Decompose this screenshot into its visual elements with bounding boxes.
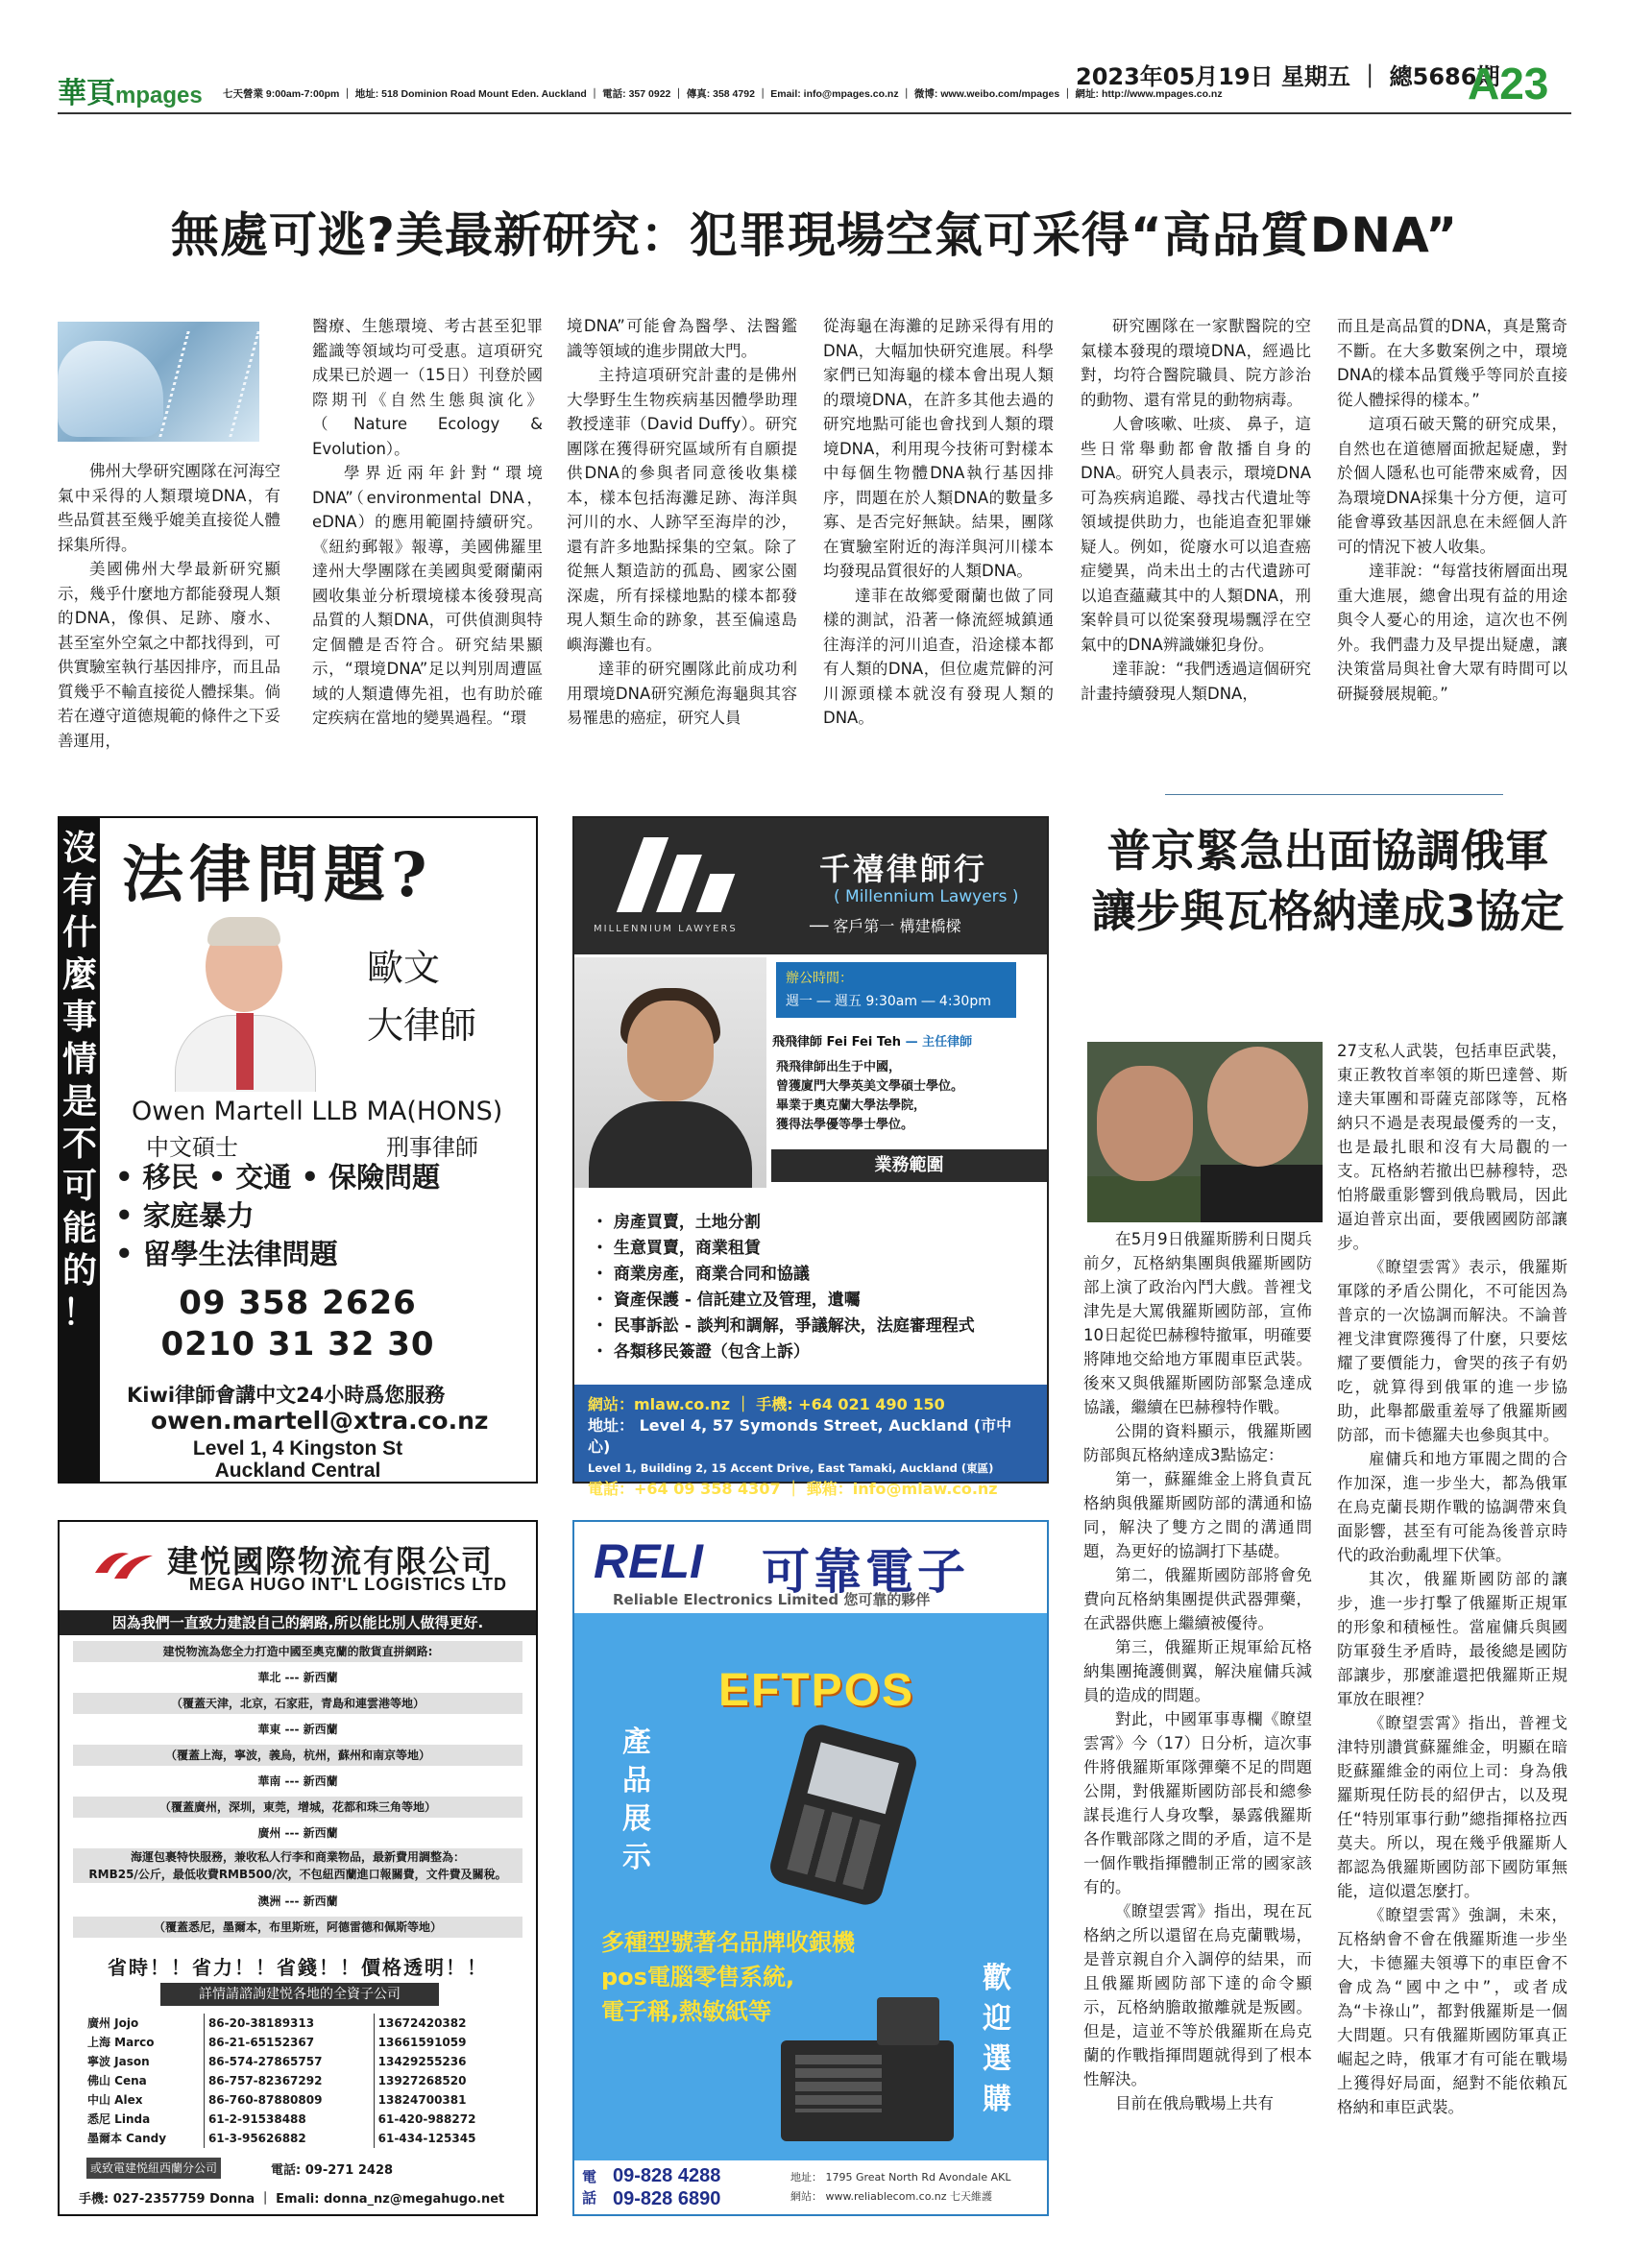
contact-table bbox=[84, 2014, 521, 2148]
website-line[interactable]: 網站：mlaw.co.nz ｜ 手機: +64 021 490 150 bbox=[588, 1395, 945, 1413]
article2-column-2: 27支私人武裝，包括車臣武裝，東正教牧首率領的斯巴達營、斯達夫軍團和哥薩克部隊等，瓦格納只不過是表現最優秀的一支，也是最扎眼和沒有大局觀的一支。瓦格納若撤出巴赫穆特，恐怕將嚴重影響到俄烏戰局，因此逼迫普京出面，要俄國國防部讓步。 《瞭望雲霄》表示，俄羅斯軍隊的矛盾公開化，不可能因為普京的一次協調而解決。不論普裡戈津實際獲得了什麼，只要炫耀了要價能力，會哭的孩子有奶吃，就算得到俄軍的進一步協助，此舉都嚴重羞辱了俄羅斯國防部，而卡德羅夫也參與其中。 雇傭兵和地方軍閥之間的合作加深，進一步坐大，都為俄軍在烏克蘭長期作戰的協調帶來負面影響，甚至有可能為後普京時代的政治動亂埋下伏筆。 其次，俄羅斯國防部的讓步，進一步打擊了俄羅斯正規軍的形象和積極性。當雇傭兵與國防軍發生矛盾時，最後總是國防部讓步，那麼誰還把俄羅斯正規軍放在眼裡？ 《瞭望雲霄》指出，普裡戈津特別讚賞蘇羅維金，明顯在暗貶蘇羅維金的兩位上司：身為俄羅斯現任防長的紹伊古，以及現任“特別軍事行動”總指揮格拉西莫夫。所以，現在幾乎俄羅斯人都認為俄羅斯國防部下國防軍無能，這似還怎麼打。 《瞭望雲霄》強調，未來，瓦格納會不會在俄羅斯進一步坐大，卡德羅夫領導下的車臣會不會成為“國中之中”，或者成為“卡祿山”，都對俄羅斯是一個大問題。只有俄羅斯國防軍真正崛起之時，俄軍才有可能在戰場上獲得好局面，絕對不能依賴瓦格納和車臣武裝。 bbox=[1337, 1042, 1567, 2116]
dna-photo bbox=[58, 322, 259, 442]
article2-headline: 普京緊急出面協調俄軍讓步與瓦格納達成3協定 bbox=[1091, 825, 1565, 937]
article-column-5: 研究團隊在一家獸醫院的空氣樣本發現的環境DNA，經過比對，均符合醫院職員、院方診治的動物、還有常見的動物病毒。 人會咳嗽、吐痰、 鼻子，這些日常舉動都會散播自身的DNA。研究人員表示，環境DNA可為疾病追蹤、尋找古代遺址等領域提供助力，也能追查犯罪嫌疑人。例如，從廢水可以追查癌症變異，尚未出土的古代遺跡可以追查蘊藏其中的人類DNA，刑案幹員可以從案發現場飄浮在空氣中的DNA辨識嫌犯身份。 達菲說：“我們透過這個研究計畫持續發現人類DNA， bbox=[1081, 317, 1311, 703]
article-column-4: 從海龜在海灘的足跡采得有用的DNA，大幅加快研究進展。科學家們已知海龜的樣本會出現人類的環境DNA，在許多其他去過的研究地點可能也會找到人類的環境DNA，利用現今技術可對樣本中每個生物體DNA執行基因排序，問題在於人類DNA的數量多寡、是否完好無缺。結果，團隊在實驗室附近的海洋與河川樣本均發現品質很好的人類DNA。 達菲在故鄉愛爾蘭也做了同樣的測試，沿著一條流經城鎮通往海洋的河川追查，沿途樣本都有人類的DNA，但位處荒僻的河川源頭樣本就沒有發現人類的DNA。 bbox=[823, 317, 1054, 727]
lawyer-portrait bbox=[165, 909, 324, 1092]
product-list: 多種型號著名品牌收銀機 pos電腦零售系統, 電子稱,熱敏紙等 bbox=[601, 1929, 855, 2025]
phone-2[interactable]: 0210 31 32 30 bbox=[160, 1325, 435, 1363]
route-east-detail: （覆蓋上海，寧波，義烏，杭州，蘇州和南京等地） bbox=[73, 1745, 522, 1766]
brand-name-cn: 可靠電子 bbox=[762, 1544, 969, 1600]
page-header bbox=[0, 0, 1628, 125]
eftpos-terminal-image bbox=[766, 1721, 920, 1908]
brand-subtitle: Reliable Electronics Limited 您可靠的夥伴 bbox=[613, 1591, 931, 1608]
article-column-1: 佛州大學研究團隊在河海空氣中采得的人類環境DNA，有些品質甚至幾乎媲美直接從人體採集所得。 美國佛州大學最新研究顯示，幾乎什麼地方都能發現人類的DNA，像俱、足跡、廢水、甚至室外空氣之中都找得到，可供實驗室執行基因排序，而且品質幾乎不輸直接從人體採集。倘若在遵守道德規範的條件之下妥善運用， bbox=[58, 462, 280, 750]
route-south-detail: （覆蓋廣州，深圳，東莞，增城，花都和珠三角等地） bbox=[73, 1797, 522, 1818]
route-guangzhou: 廣州 --- 新西蘭 bbox=[257, 1826, 338, 1840]
article2-column-1: 在5月9日俄羅斯勝利日閱兵前夕，瓦格納集團與俄羅斯國防部上演了政治內鬥大戲。普裡戈津先是大罵俄羅斯國防部，宣佈10日起從巴赫穆特撤軍，明確要將陣地交給地方軍閥車臣武裝。後來又與俄羅斯國防部緊急達成協議，繼續在巴赫穆特作戰。 公開的資料顯示，俄羅斯國防部與瓦格納達成3點協定： 第一，蘇羅維金上將負責瓦格納與俄羅斯國防部的溝通和協同，解決了雙方之間的溝通問題，為更好的協調打下基礎。 第二，俄羅斯國防部將會免費向瓦格納集團提供武器彈藥，在武器供應上繼續被優待。 第三，俄羅斯正規軍給瓦格納集團掩護側翼，解決雇傭兵減員的造成的問題。 對此，中國軍事專欄《瞭望雲霄》今（17）日分析，這次事件將俄羅斯軍隊彈藥不足的問題公開，對俄羅斯國防部長和總參謀長進行人身攻擊，暴露俄羅斯各作戰部隊之間的矛盾，這不是一個作戰指揮體制正常的國家該有的。 《瞭望雲霄》指出，現在瓦格納之所以還留在烏克蘭戰場，是普京親自介入調停的結果，而且俄羅斯國防部下達的命令顯示，瓦格納膽敢撤離就是叛國。但是，這並不等於俄羅斯在烏克蘭的作戰指揮問題就得到了根本性解決。 目前在俄烏戰場上共有 bbox=[1083, 1230, 1312, 2112]
brand-header bbox=[574, 1522, 1047, 1613]
route-north: 華北 --- 新西蘭 bbox=[257, 1671, 338, 1684]
company-name-en: MEGA HUGO INT'L LOGISTICS LTD bbox=[189, 1575, 507, 1594]
article2-photo bbox=[1087, 1042, 1323, 1222]
cash-register-image bbox=[781, 2040, 954, 2141]
vertical-label-products: 產 品 展 示 bbox=[622, 1725, 651, 1874]
logistics-ad[interactable] bbox=[58, 1520, 538, 2216]
lawyer-bio: 飛飛律師出生于中國， 曾獲廈門大學英美文學碩士學位。 畢業于奧克蘭大學法學院， 獲得法學優等學士學位。 bbox=[776, 1060, 964, 1132]
lawyer-degree: 中文碩士 bbox=[146, 1134, 238, 1161]
address-line: 地址： Level 4, 57 Symonds Street, Auckland (市中心) bbox=[588, 1416, 1012, 1456]
table-row: 寧波 Jason 86-574-27865757 13429255236 bbox=[84, 2052, 521, 2071]
firm-name-cn: 千禧律師行 bbox=[819, 851, 988, 887]
reli-electronics-ad[interactable] bbox=[572, 1520, 1049, 2216]
nz-branch-phone[interactable]: 電話: 09-271 2428 bbox=[271, 2163, 394, 2178]
table-row: 悉尼 Linda 61-2-91538488 61-420-988272 bbox=[84, 2110, 521, 2129]
logistics-logo-icon bbox=[90, 1544, 158, 1584]
lawyer-name-en: Owen Martell LLB MA(HONS) bbox=[132, 1097, 503, 1126]
office-hours: 辦公時間： 週一 ― 週五 9:30am ― 4:30pm bbox=[776, 962, 1016, 1018]
route-australia-detail: （覆蓋悉尼，墨爾本，布里斯班，阿德雷德和佩斯等地） bbox=[73, 1917, 522, 1938]
address-line-1: Level 1, 4 Kingston St bbox=[192, 1437, 403, 1460]
lawyer-specialty: 刑事律師 bbox=[386, 1134, 478, 1161]
service-list-2: • 家庭暴力 bbox=[115, 1199, 255, 1232]
nz-branch-label: 或致電建悦紐西蘭分公司 bbox=[86, 2158, 221, 2179]
issue-date: 2023年05月19日 星期五 ｜ 總5686期 bbox=[1076, 63, 1500, 90]
phone-numbers[interactable]: 09-828 4288 09-828 6890 bbox=[613, 2165, 721, 2209]
lawyer-photo bbox=[574, 957, 766, 1188]
table-row: 墨爾本 Candy 61-3-95626882 61-434-125345 bbox=[84, 2129, 521, 2148]
firm-name-en: ( Millennium Lawyers ) bbox=[834, 887, 1019, 906]
route-south: 華南 --- 新西蘭 bbox=[257, 1774, 338, 1788]
route-intro: 建悦物流為您全力打造中國至奧克蘭的散貨直拼網路: bbox=[73, 1641, 522, 1662]
company-slogan: 因為我們一直致力建設自己的網路,所以能比別人做得更好. bbox=[60, 1610, 536, 1635]
ad-banner bbox=[574, 818, 1047, 954]
address-line-2: Auckland Central bbox=[214, 1460, 381, 1482]
masthead-logo: 華頁mpages bbox=[58, 78, 203, 109]
company-name-cn: 建悦國際物流有限公司 bbox=[167, 1543, 495, 1580]
services-list: ・ 房產買賣，土地分割 ・ 生意買賣，商業租賃 ・ 商業房產，商業合同和協議 ・ 資產保護 - 信託建立及管理，遺囑 ・ 民事訴訟 - 談判和調解，爭議解決，法庭審理程式 ・ 各類移民簽證（包含上訴） bbox=[592, 1213, 975, 1362]
millennium-logo-icon bbox=[620, 837, 728, 912]
contact-footer bbox=[574, 2160, 1047, 2214]
article-column-6: 而且是高品質的DNA，真是驚奇不斷。在大多數案例之中，環境DNA的樣本品質幾乎等同於直接從人體採得的樣本。” 這項石破天驚的研究成果，自然也在道德層面掀起疑慮，對於個人隱私也可能帶來威脅，因為環境DNA採集十分方便，這可能會導致基因訊息在未經個人許可的情況下被人收集。 達菲說：“每當技術層面出現重大進展，總會出現有益的用途與令人憂心的用途，這次也不例外。我們盡力及早提出疑慮，讓決策當局與社會大眾有時間可以研擬發展規範。” bbox=[1337, 317, 1567, 703]
ad-title: 法律問題? bbox=[122, 839, 433, 911]
contact-heading: 詳情請諮詢建悦各地的全資子公司 bbox=[160, 1983, 439, 2006]
address-line-2: Level 1, Building 2, 15 Accent Drive, East Tamaki, Auckland (東區) bbox=[588, 1461, 994, 1475]
table-row: 中山 Alex 86-760-87880809 13824700381 bbox=[84, 2090, 521, 2110]
table-row: 廣州 Jojo 86-20-38189313 13672420382 bbox=[84, 2014, 521, 2033]
article-column-2: 醫療、生態環境、考古甚至犯罪鑑識等領域均可受惠。這項研究成果已於週一（15日）刊登於國際期刊《自然生態與演化》（Nature Ecology & Evolution）。 學界近兩年針對“環境DNA”（environmental DNA，eDNA）的應用範圍持續研究。《紐約郵報》報導，美國佛羅里達州大學團隊在美國與愛爾蘭兩國收集並分析環境樣本後發現高品質的人類DNA，可供偵測與特定個體是否符合。研究結果顯示，“環境DNA”足以判別周遭區域的人類遺傳先祖，也有助於確定疾病在當地的變異過程。“環 bbox=[312, 317, 543, 727]
lawyer-name-cn: 歐文 bbox=[367, 947, 441, 989]
vertical-label-welcome: 歡 迎 選 購 bbox=[983, 1962, 1011, 2116]
page-number: A23 bbox=[1468, 59, 1549, 109]
lawyer-name: 飛飛律師 Fei Fei Teh — 主任律師 bbox=[772, 1035, 973, 1050]
address-web[interactable]: 地址： 1795 Great North Rd Avondale AKL 網站： www.reliablecom.co.nz 七天維護 bbox=[790, 2171, 1011, 2203]
route-east: 華東 --- 新西蘭 bbox=[257, 1723, 338, 1736]
route-north-detail: （覆蓋天津，北京，石家莊，青島和連雲港等地） bbox=[73, 1693, 522, 1714]
publisher-info: 七天營業 9:00am-7:00pm ｜ 地址: 518 Dominion Road Mount Eden. Auckland ｜ 電話: 357 0922 ｜ 傳真: 358 4792 ｜ Email: info@mpages.co.nz ｜ 微博: www.weibo.com/mpages ｜ 網址: http://www.mpages.co.nz bbox=[223, 88, 1223, 100]
route-australia: 澳洲 --- 新西蘭 bbox=[257, 1894, 338, 1908]
phone-label: 電話 bbox=[582, 2168, 597, 2207]
promo-line: 省時！！省力！！省錢！！價格透明！！ bbox=[108, 1956, 488, 1979]
email-link[interactable]: owen.martell@xtra.co.nz bbox=[151, 1407, 489, 1435]
logo-text: MILLENNIUM LAWYERS bbox=[594, 924, 738, 934]
article-column-3: 境DNA”可能會為醫學、法醫鑑識等領域的進步開啟大門。 主持這項研究計畫的是佛州大學野生生物疾病基因體學助理教授達菲（David Duffy）。研究團隊在獲得研究區域所有自願提供DNA的參與者同意後收集樣本，樣本包括海灘足跡、海洋與河川的水、人跡罕至海岸的沙，還有許多地點採集的空氣。除了從無人類造訪的孤島、國家公園深處，所有採樣地點的樣本都發現人類生命的跡象，甚至偏遠島嶼海灘也有。 達菲的研究團隊此前成功利用環境DNA研究瀕危海龜與其容易罹患的癌症，研究人員 bbox=[567, 317, 797, 727]
table-row: 上海 Marco 86-21-65152367 13661591059 bbox=[84, 2033, 521, 2052]
phone-email-line[interactable]: 電話：+64 09 358 4307 ｜ 郵箱：info@mlaw.co.nz bbox=[588, 1480, 998, 1498]
law-ad-millennium[interactable] bbox=[572, 816, 1049, 1498]
service-note: Kiwi律師會講中文24小時爲您服務 bbox=[127, 1384, 446, 1407]
header-rule bbox=[58, 112, 1571, 114]
brand-logo: RELI bbox=[594, 1534, 703, 1588]
lawyer-title-cn: 大律師 bbox=[367, 1004, 477, 1047]
law-ad-owen-martell[interactable] bbox=[58, 816, 538, 1484]
nz-branch-contact[interactable]: 手機: 027-2357759 Donna ｜ Emali: donna_nz@megahugo.net bbox=[79, 2192, 505, 2207]
service-list-1: • 移民 • 交通 • 保險問題 bbox=[115, 1161, 441, 1194]
phone-1[interactable]: 09 358 2626 bbox=[179, 1284, 417, 1322]
contact-footer bbox=[574, 1385, 1047, 1498]
section-divider bbox=[1165, 794, 1503, 795]
article-headline: 無處可逃?美最新研究：犯罪現場空氣可采得“高品質DNA” bbox=[170, 207, 1459, 263]
eftpos-heading: EFTPOS bbox=[718, 1665, 915, 1716]
service-list-3: • 留學生法律問題 bbox=[115, 1238, 338, 1270]
table-row: 佛山 Cena 86-757-82367292 13927268520 bbox=[84, 2071, 521, 2090]
firm-motto: ── 客戶第一 構建橋樑 bbox=[810, 917, 961, 935]
ad-vertical-slogan: 沒 有 什 麼 事 情 是 不 可 能 的 ！ bbox=[60, 818, 100, 1482]
route-guangzhou-detail: 海運包裹特快服務，兼收私人行李和商業物品，最新費用調整為： RMB25/公斤，最低收費RMB500/次，不包紐西蘭進口報關費，文件費及關稅。 bbox=[73, 1848, 522, 1883]
services-heading: 業務範圍 bbox=[771, 1149, 1047, 1182]
